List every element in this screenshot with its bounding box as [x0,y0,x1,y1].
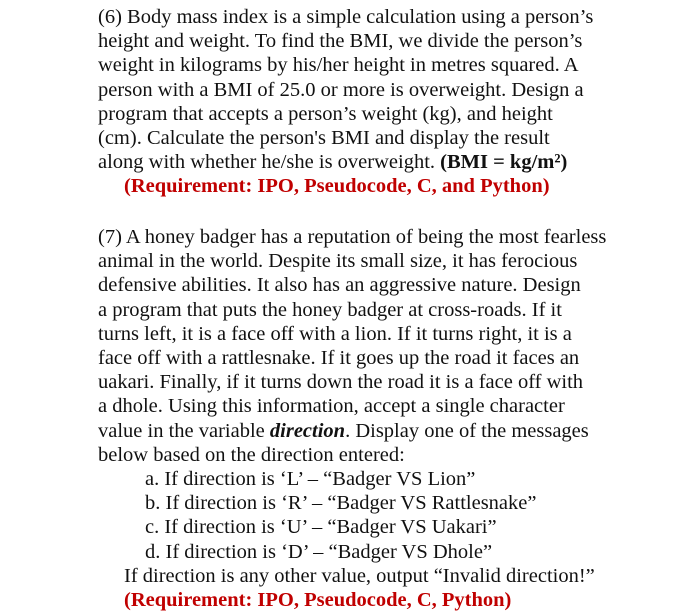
question-7-line-4: a program that puts the honey badger at cross-roads. If it [98,298,562,321]
question-7-text-9a: value in the variable [98,419,270,442]
question-7-body [98,225,626,467]
option-b: b. If direction is ‘R’ – “Badger VS Rattlesnake” [145,492,537,515]
variable-direction: direction [269,419,346,442]
question-7-number: (7) [98,226,122,248]
option-d: d. If direction is ‘D’ – “Badger VS Dhole” [145,540,493,563]
question-7-line-3: defensive abilities. It also has an aggressive nature. Design [98,274,581,297]
question-6-requirement: (Requirement: IPO, Pseudocode, C, and Python) [124,175,550,198]
question-7-line-7: uakari. Finally, if it turns down the road it is a face off with [98,371,584,394]
question-7-line-5: turns left, it is a face off with a lion. If it turns right, it is a [98,322,572,345]
question-6-text-7: along with whether he/she is overweight. [98,151,441,174]
question-6-line-1 [98,5,626,29]
question-6-number: (6) [98,6,122,28]
bmi-formula: (BMI = kg/m²) [440,151,568,174]
question-6-line-7 [98,150,626,174]
direction-options [98,467,626,564]
question-7-requirement: (Requirement: IPO, Pseudocode, C, Python) [124,589,512,612]
option-c: c. If direction is ‘U’ – “Badger VS Uakari” [145,516,497,539]
question-7-line-9 [98,419,626,443]
question-6-line-5: program that accepts a person’s weight (kg), and height [98,102,553,125]
question-6-body [98,5,626,174]
question-7-line-2: animal in the world. Despite its small size, it has ferocious [98,250,578,273]
invalid-direction-note: If direction is any other value, output “Invalid direction!” [124,564,595,587]
question-6-text-1: Body mass index is a simple calculation using a person’s [127,6,594,28]
question-7-text-1: A honey badger has a reputation of being the most fearless [125,226,607,248]
question-7-text-9b: . Display one of the messages [345,419,589,442]
option-a: a. If direction is ‘L’ – “Badger VS Lion” [145,468,476,491]
question-7-line-1 [98,225,626,249]
question-6 [98,5,626,199]
question-6-line-6: (cm). Calculate the person's BMI and display the result [98,127,550,150]
question-6-line-2: height and weight. To find the BMI, we divide the person’s [98,30,583,53]
question-6-line-3: weight in kilograms by his/her height in metres squared. A [98,54,579,77]
question-7-line-8: a dhole. Using this information, accept a single character [98,395,565,418]
question-6-line-4: person with a BMI of 25.0 or more is overweight. Design a [98,78,584,101]
question-7 [98,225,626,612]
question-7-line-10: below based on the direction entered: [98,443,405,466]
question-7-line-6: face off with a rattlesnake. If it goes up the road it faces an [98,347,580,370]
